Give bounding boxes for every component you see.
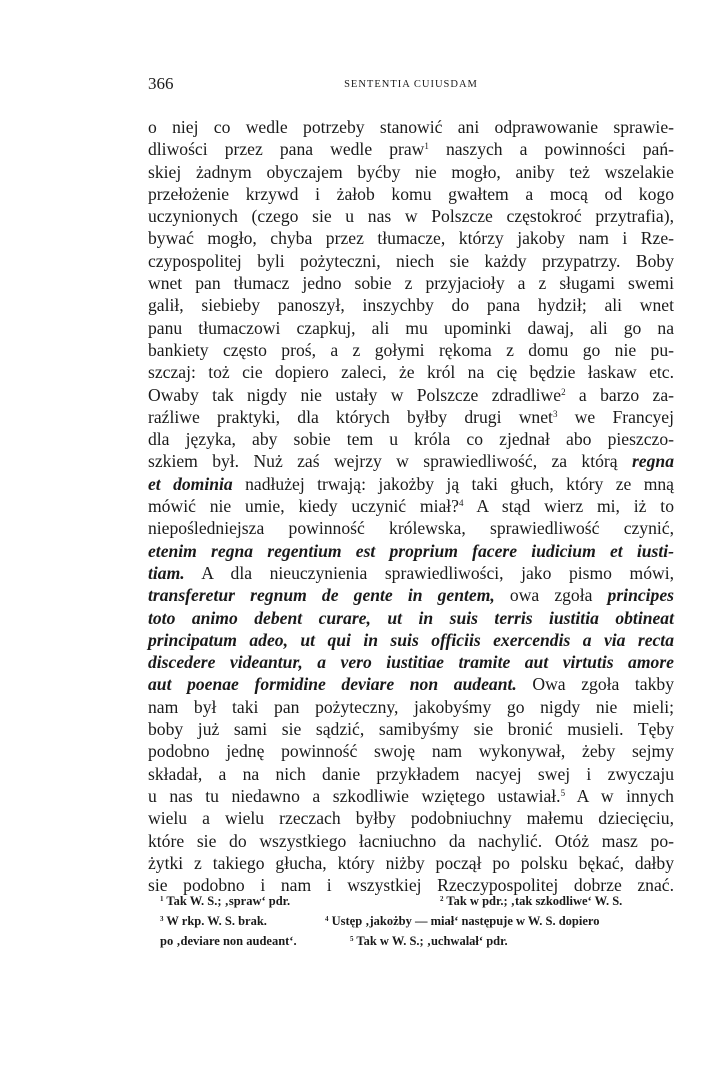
footnote-1: $^1$ Tak W. S.; ‚spraw‘ pdr. [160,894,291,908]
page-number: 366 [148,74,174,93]
text-run: bankiety często proś, a z gołymi rękoma z domu go nie pu- [148,339,674,360]
text-run: raźliwe praktyki, dla których byłby drugi wnet [148,406,553,427]
footnote-row [160,911,660,931]
text-run: czypospolitej byli pożyteczni, niech sie każdy przypatrzy. Boby [148,250,674,271]
latin-phrase: principatum adeo, ut qui in suis officiis exercendis a via recta [148,629,674,650]
text-line [148,740,674,762]
text-line [148,629,674,651]
text-line [148,183,674,205]
text-line [148,339,674,361]
text-line [148,227,674,249]
text-run: dliwości przez pana wedle praw [148,139,425,160]
latin-phrase: tiam. [148,562,185,583]
text-run: nam był taki pan pożyteczny, jakobyśmy go nigdy nie mieli; [148,696,674,717]
text-line [148,607,674,629]
body-text [148,116,674,896]
latin-phrase: regna [631,451,674,472]
text-run: A stąd wierz mi, iż to [463,496,674,517]
footnote-ref: 2 [561,386,566,397]
text-run: Owa zgoła takby [516,674,674,695]
footnotes [160,891,660,951]
text-run: składał, a na nich danie przykładem nacyej swej i zwyczaju [148,763,674,784]
text-line [148,116,674,138]
text-run: żytki z takiego głucha, który niżby począł po polsku bękać, dałby [148,852,674,873]
text-run: szczaj: toż cie dopiero zaleci, że król na cię będzie łaskaw etc. [148,362,674,383]
text-line [148,651,674,673]
text-line [148,138,674,160]
text-run: owa zgoła [494,585,608,606]
text-line [148,696,674,718]
footnote-4: $^4$ Ustęp ‚jakożby — miał‘ następuje w W. S. dopiero [325,914,600,928]
text-line [148,718,674,740]
text-run: uczynionych (czego sie u nas w Polszcze częstokroć przytrafia), [148,206,674,227]
text-line [148,473,674,495]
text-run: dla języka, aby sobie tem u króla co zjednał abo pieszczo- [148,429,674,450]
text-line [148,540,674,562]
footnote-row [160,891,660,911]
text-line [148,495,674,517]
text-line [148,785,674,807]
text-run: mówić nie umie, kiedy uczynić miał? [148,496,459,517]
text-run: które sie do wszystkiego łacniuchno da nachylić. Otóż masz po- [148,830,674,851]
text-run: galił, siebieby panoszył, inszychby do pana hydził; ali wnet [148,295,674,316]
text-line [148,317,674,339]
text-run: skiej żadnym obyczajem byćby nie mogło, aniby też wszelakie [148,161,674,182]
text-line [148,807,674,829]
latin-phrase: et dominia [148,473,233,494]
text-run: przełożenie krzywd i żałob komu gwałtem a mocą od kogo [148,183,674,204]
text-run: podobno jednę powinność swoję nam wykonywał, żeby sejmy [148,741,674,762]
latin-phrase: principes [607,585,674,606]
text-run: sie podobno i nam i wszystkiej Rzeczypospolitej dobrze znać. [148,875,674,896]
text-run: niepośledniejsza powinność królewska, sprawiedliwość czynić, [148,518,674,539]
text-line [148,517,674,539]
text-run: szkiem był. Nuż zaś wejrzy w sprawiedliwość, za którą [148,451,632,472]
text-line [148,562,674,584]
text-run: naszych a powinności pań- [428,139,675,160]
text-line [148,361,674,383]
text-line [148,830,674,852]
footnote-ref: 3 [552,408,558,419]
text-line [148,673,674,695]
text-line [148,272,674,294]
page-header [148,74,674,98]
text-line [148,763,674,785]
latin-phrase: transferetur regnum de gente in gentem, [148,585,495,606]
text-line [148,406,674,428]
text-run: we Francyej [557,406,674,427]
footnote-2: $^2$ Tak w pdr.; ‚tak szkodliwe‘ W. S. [440,894,623,908]
text-line [148,428,674,450]
footnote-row [160,931,660,951]
text-run: nadłużej trwają: jakożby ją taki głuch, który ze mną [232,473,674,494]
text-run: o niej co wedle potrzeby stanowić ani odprawowanie sprawie- [148,117,674,137]
text-run: A w innych [565,785,674,806]
text-run: boby już sami sie sądzić, samibyśmy sie bronić musieli. Tęby [148,719,674,740]
text-run: Owaby tak nigdy nie ustały w Polszcze zdradliwe [148,384,562,405]
footnote-4-continued: po ‚deviare non audeant‘. [160,934,297,948]
footnote-ref: 1 [424,141,429,152]
text-run: a barzo za- [565,384,675,405]
text-run: panu tłumaczowi czapkuj, ali mu upominki dawaj, ali go na [148,317,674,338]
text-run: A dla nieuczynienia sprawiedliwości, jako pismo mówi, [184,562,674,583]
text-line [148,161,674,183]
text-run: bywać mogło, chyba przez tłumacze, którzy jakoby nam i Rze- [148,228,674,249]
latin-phrase: discedere videantur, a vero iustitiae tramite aut virtutis amore [148,652,674,673]
footnote-3: $^3$ W rkp. W. S. brak. [160,914,267,928]
footnote-ref: 4 [458,498,464,509]
text-run: u nas tu niedawno a szkodliwie wziętego ustawiał. [148,785,561,806]
footnote-5: $^5$ Tak w W. S.; ‚uchwalał‘ pdr. [350,934,508,948]
text-line [148,294,674,316]
latin-phrase: toto animo debent curare, ut in suis terris iustitia obtineat [148,607,674,628]
text-line [148,584,674,606]
text-run: wielu a wielu rzeczach byłby podobniuchny małemu dziecięciu, [148,808,674,829]
text-run: wnet pan tłumacz jedno sobie z przyjacioły a z sługami swemi [148,273,674,294]
text-line [148,205,674,227]
text-line [148,250,674,272]
text-line [148,852,674,874]
text-line [148,384,674,406]
latin-phrase: etenim regna regentium est proprium facere iudicium et iusti- [148,540,674,561]
text-line [148,450,674,472]
footnote-ref: 5 [560,787,566,798]
running-title: SENTENTIA CUIUSDAM [344,79,478,90]
latin-phrase: aut poenae formidine deviare non audeant. [148,674,517,695]
